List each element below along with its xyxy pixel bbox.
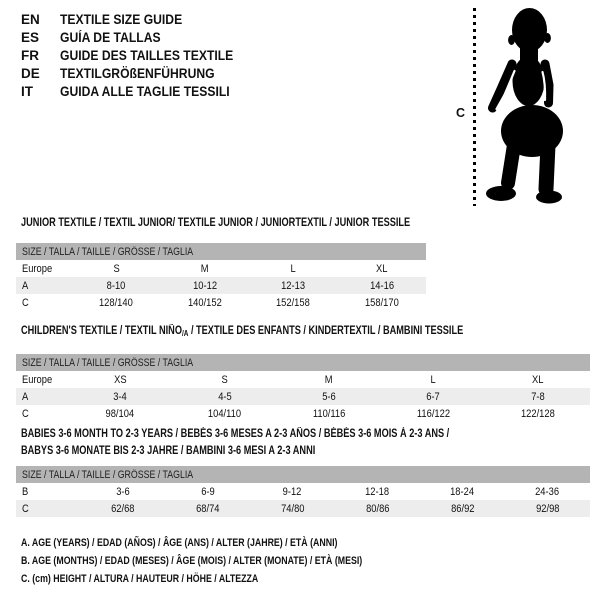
row-label: A [22,279,29,292]
table-row-height [16,500,590,517]
table-cell: 4-5 [217,390,232,403]
height-dashed-line [473,8,476,206]
lang-row-fr [21,48,253,66]
table-cell: 116/122 [416,407,450,420]
babies-table-section [16,426,590,517]
lang-label: GUIDA ALLE TAGLIE TESSILI [60,84,230,99]
lang-row-it [21,84,253,102]
table-cell: 68/74 [195,502,220,515]
table-cell: 128/140 [99,296,134,309]
table-cell: L [430,373,436,386]
table-cell: 98/104 [105,407,135,420]
table-row-height [16,405,590,422]
table-cell: 152/158 [276,296,311,309]
table-row-height [16,294,426,311]
table-cell: 74/80 [280,502,305,515]
table-cell: 158/170 [364,296,399,309]
lang-label: GUIDE DES TAILLES TEXTILE [60,48,234,63]
junior-table-section [16,216,426,311]
lang-label: TEXTILE SIZE GUIDE [60,12,183,27]
lang-label: TEXTILGRÖßENFÜHRUNG [60,66,215,81]
table-cell: 140/152 [187,296,222,309]
table-cell: 10-12 [192,279,217,292]
table-cell: 3-6 [115,485,130,498]
children-table-title: CHILDREN'S TEXTILE / TEXTIL $NIÑO_{/A}$ / TEXTILE DES ENFANTS / KINDERTEXTIL / BAMBINI TESSILE [21,325,464,338]
footnote-height: C. (cm) HEIGHT / ALTURA / HAUTEUR / HÖHE / ALTEZZA [21,573,259,585]
lang-code: IT [21,84,33,99]
nino-a-subscript: /A [181,329,189,338]
footnotes [21,537,448,591]
table-cell: 104/110 [208,407,242,420]
height-c-label: C [456,106,466,120]
row-label: C [22,407,29,420]
children-size-table [16,354,590,422]
table-cell: S [221,373,228,386]
table-cell: 5-6 [322,390,336,403]
lang-code: ES [21,30,40,45]
row-label: Europe [22,262,53,275]
size-header-text: SIZE / TALLA / TAILLE / GRÖSSE / TAGLIA [22,468,194,481]
lang-label: GUÍA DE TALLAS [60,30,161,45]
table-cell: 92/98 [535,502,560,515]
table-cell: S [113,262,120,275]
lang-row-es [21,30,253,48]
lang-code: FR [21,48,39,63]
table-cell: 122/128 [520,407,555,420]
size-header-text: SIZE / TALLA / TAILLE / GRÖSSE / TAGLIA [22,245,194,258]
size-header-bar [16,466,590,483]
table-cell: 6-7 [426,390,441,403]
table-cell: 7-8 [531,390,545,403]
table-cell: 86/92 [450,502,475,515]
table-cell: 12-13 [281,279,306,292]
language-header [21,12,253,102]
baby-silhouette-icon [483,7,568,207]
table-cell: L [290,262,296,275]
lang-code: DE [21,66,40,81]
table-cell: 18-24 [450,485,475,498]
table-cell: XS [113,373,127,386]
lang-code: EN [21,12,40,27]
row-label: C [22,296,29,309]
table-row-months [16,483,590,500]
size-header-bar [16,354,590,371]
table-cell: M [200,262,209,275]
table-cell: 62/68 [110,502,135,515]
row-label: C [22,502,29,515]
children-table-section [16,324,590,422]
table-cell: 24-36 [535,485,560,498]
table-cell: 12-18 [365,485,390,498]
row-label: A [22,390,29,403]
table-row-europe [16,371,590,388]
lang-row-en [21,12,253,30]
footnote-age-months: B. AGE (MONTHS) / EDAD (MESES) / ÂGE (MOIS) / ALTER (MONATE) / ETÀ (MESI) [21,555,363,567]
babies-size-table [16,466,590,517]
lang-row-de [21,66,253,84]
table-cell: 8-10 [106,279,126,292]
table-row-europe [16,260,426,277]
size-header-bar [16,243,426,260]
table-cell: XL [376,262,388,275]
table-cell: 3-4 [113,390,127,403]
row-label: B [22,485,29,498]
table-cell: XL [532,373,544,386]
table-cell: 14-16 [369,279,394,292]
table-cell: 110/116 [312,407,346,420]
table-row-age [16,277,426,294]
junior-table-title: JUNIOR TEXTILE / TEXTIL JUNIOR/ TEXTILE JUNIOR / JUNIORTEXTIL / JUNIOR TESSILE [21,217,411,229]
junior-size-table [16,243,426,311]
size-header-text: SIZE / TALLA / TAILLE / GRÖSSE / TAGLIA [22,356,194,369]
table-cell: 9-12 [283,485,302,498]
babies-table-title: BABIES 3-6 MONTH TO 2-3 YEARS / BEBÉS 3-6 MESES A 2-3 AÑOS / BÉBÉS 3-6 MOIS À 2-3 ANS / BABYS 3-6 MONATE BIS 2-3 JAHRE / BAMBINI 3-6 MESI A 2-3 ANNI [21,428,450,457]
table-row-age [16,388,590,405]
footnote-age-years: A. AGE (YEARS) / EDAD (AÑOS) / ÂGE (ANS) / ALTER (JAHRE) / ETÀ (ANNI) [21,537,338,549]
table-cell: 80/86 [365,502,390,515]
table-cell: 6-9 [200,485,215,498]
row-label: Europe [22,373,53,386]
table-cell: M [325,373,333,386]
